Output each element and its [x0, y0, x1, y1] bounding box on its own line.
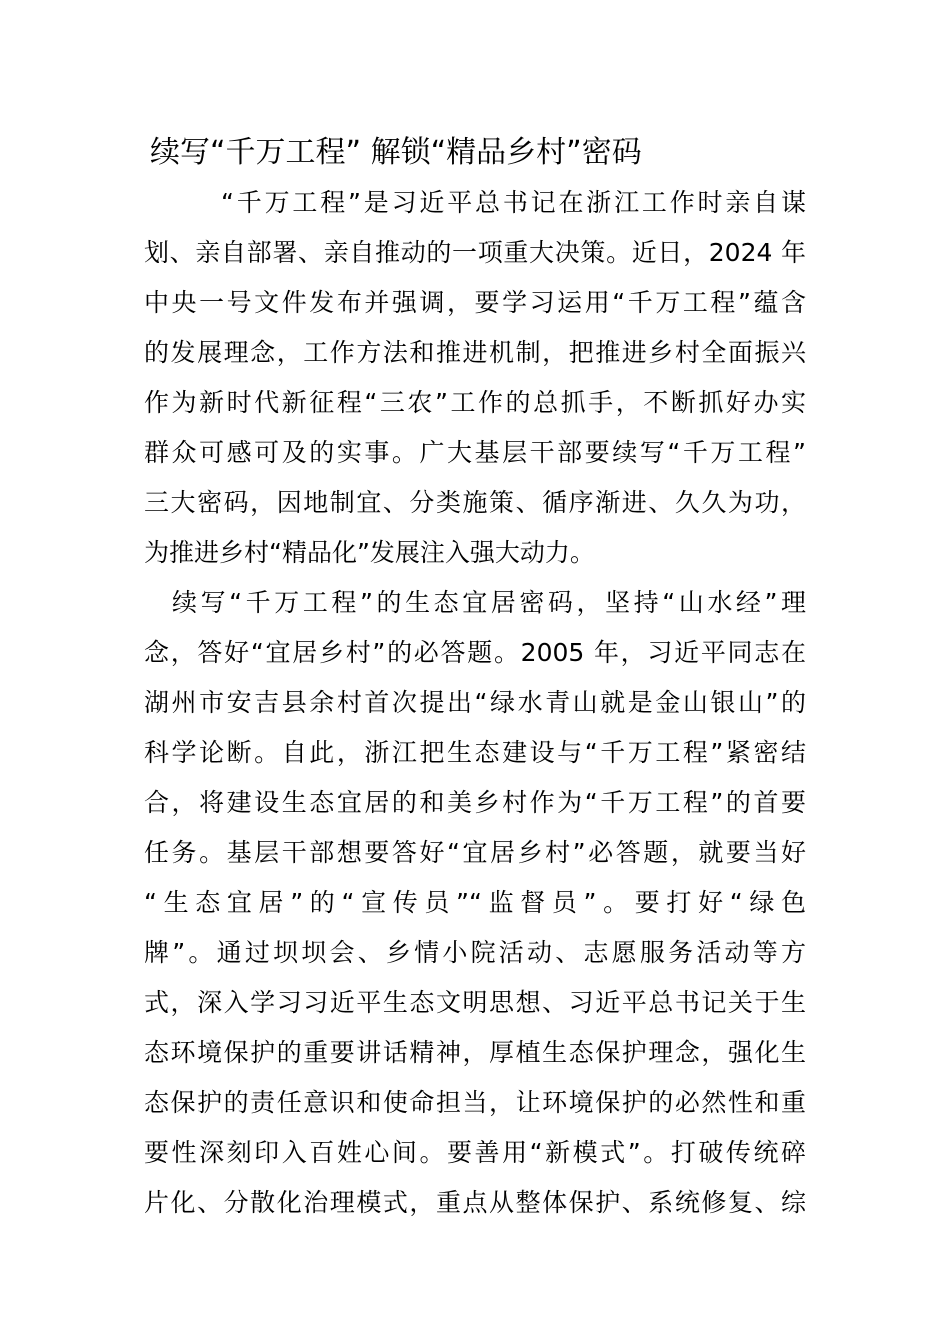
paragraph-line: 的发展理念，工作方法和推进机制，把推进乡村全面振兴	[144, 338, 806, 367]
paragraph-line: “生态宜居”的“宣传员”“监督员”。要打好“绿色	[144, 888, 806, 917]
paragraph-line: 态保护的责任意识和使命担当，让环境保护的必然性和重	[144, 1088, 806, 1117]
paragraph-line: 湖州市安吉县余村首次提出“绿水青山就是金山银山”的	[144, 688, 806, 717]
paragraph-line: 念，答好“宜居乡村”的必答题。2005 年，习近平同志在	[144, 638, 806, 667]
document-page	[144, 128, 806, 1228]
paragraph-line: 续写“千万工程”的生态宜居密码，坚持“山水经”理	[172, 588, 806, 617]
paragraph-line: 为推进乡村“精品化”发展注入强大动力。	[144, 538, 595, 567]
paragraph-line: 片化、分散化治理模式，重点从整体保护、系统修复、综	[144, 1188, 806, 1217]
paragraph-line: 态环境保护的重要讲话精神，厚植生态保护理念，强化生	[144, 1038, 806, 1067]
paragraph-line: 划、亲自部署、亲自推动的一项重大决策。近日，2024 年	[144, 238, 806, 267]
paragraph-line: 合，将建设生态宜居的和美乡村作为“千万工程”的首要	[144, 788, 806, 817]
paragraph-line: 中央一号文件发布并强调，要学习运用“千万工程”蕴含	[144, 288, 806, 317]
paragraph-line: 作为新时代新征程“三农”工作的总抓手，不断抓好办实	[144, 388, 806, 417]
paragraph-line: “千万工程”是习近平总书记在浙江工作时亲自谋	[221, 188, 806, 217]
paragraph-1	[144, 178, 806, 578]
paragraph-line: 群众可感可及的实事。广大基层干部要续写“千万工程”	[144, 438, 806, 467]
paragraph-line: 科学论断。自此，浙江把生态建设与“千万工程”紧密结	[144, 738, 806, 767]
paragraph-line: 任务。基层干部想要答好“宜居乡村”必答题，就要当好	[144, 838, 806, 867]
paragraph-line: 三大密码，因地制宜、分类施策、循序渐进、久久为功，	[144, 488, 806, 517]
paragraph-line: 式，深入学习习近平生态文明思想、习近平总书记关于生	[144, 988, 806, 1017]
document-title: 续写“千万工程” 解锁“精品乡村”密码	[150, 135, 642, 170]
paragraph-line: 要性深刻印入百姓心间。要善用“新模式”。打破传统碎	[144, 1138, 806, 1167]
paragraph-2	[144, 578, 806, 1228]
paragraph-line: 牌”。通过坝坝会、乡情小院活动、志愿服务活动等方	[144, 938, 806, 967]
